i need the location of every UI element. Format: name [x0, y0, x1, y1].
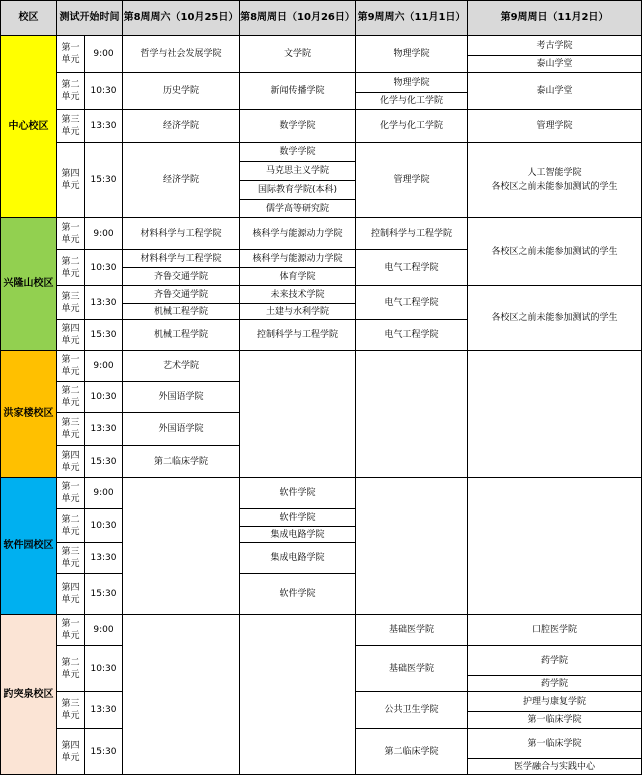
unit-label: 第二 单元 [57, 250, 85, 286]
header-campus: 校区 [1, 1, 57, 36]
unit-label: 第三 单元 [57, 543, 85, 574]
time-label: 9:00 [85, 218, 123, 250]
slot-cell: 软件学院 [240, 509, 356, 527]
time-label: 15:30 [85, 446, 123, 478]
slot-cell: 电气工程学院 [356, 286, 468, 320]
empty-cell [240, 351, 356, 478]
slot-cell: 药学院 [468, 676, 642, 692]
slot-cell: 各校区之前未能参加测试的学生 [468, 218, 642, 286]
slot-cell: 材料科学与工程学院 [123, 250, 240, 268]
slot-cell: 历史学院 [123, 73, 240, 110]
slot-cell: 外国语学院 [123, 382, 240, 413]
time-label: 15:30 [85, 574, 123, 615]
unit-label: 第三 单元 [57, 110, 85, 143]
unit-label: 第二 单元 [57, 509, 85, 543]
slot-cell: 哲学与社会发展学院 [123, 36, 240, 73]
unit-label: 第四 单元 [57, 446, 85, 478]
slot-cell: 新闻传播学院 [240, 73, 356, 110]
time-label: 9:00 [85, 615, 123, 646]
unit-label: 第二 单元 [57, 382, 85, 413]
unit-label: 第二 单元 [57, 73, 85, 110]
time-label: 13:30 [85, 692, 123, 729]
slot-cell: 材料科学与工程学院 [123, 218, 240, 250]
slot-cell: 公共卫生学院 [356, 692, 468, 729]
slot-cell: 第一临床学院 [468, 729, 642, 759]
slot-cell: 物理学院 [356, 73, 468, 93]
time-label: 15:30 [85, 320, 123, 351]
unit-label: 第三 单元 [57, 286, 85, 320]
time-label: 15:30 [85, 143, 123, 218]
empty-cell [468, 478, 642, 615]
slot-cell: 考古学院 [468, 36, 642, 56]
unit-label: 第一 单元 [57, 351, 85, 382]
time-label: 13:30 [85, 286, 123, 320]
slot-cell: 控制科学与工程学院 [356, 218, 468, 250]
time-label: 13:30 [85, 110, 123, 143]
slot-cell: 各校区之前未能参加测试的学生 [468, 286, 642, 351]
slot-cell: 儒学高等研究院 [240, 200, 356, 218]
time-label: 10:30 [85, 509, 123, 543]
slot-cell: 艺术学院 [123, 351, 240, 382]
time-label: 10:30 [85, 73, 123, 110]
slot-cell: 齐鲁交通学院 [123, 268, 240, 286]
slot-cell: 体育学院 [240, 268, 356, 286]
slot-cell: 控制科学与工程学院 [240, 320, 356, 351]
slot-cell: 国际教育学院(本科) [240, 181, 356, 200]
slot-cell: 核科学与能源动力学院 [240, 218, 356, 250]
slot-cell: 经济学院 [123, 143, 240, 218]
time-label: 9:00 [85, 478, 123, 509]
slot-cell: 电气工程学院 [356, 250, 468, 286]
slot-cell: 医学融合与实践中心 [468, 759, 642, 775]
campus-xinglongshan: 兴隆山校区 [1, 218, 57, 351]
campus-ruanjianyuan: 软件园校区 [1, 478, 57, 615]
slot-cell: 第二临床学院 [123, 446, 240, 478]
slot-cell: 外国语学院 [123, 413, 240, 446]
unit-label: 第二 单元 [57, 646, 85, 692]
slot-cell: 人工智能学院 各校区之前未能参加测试的学生 [468, 143, 642, 218]
slot-cell: 第二临床学院 [356, 729, 468, 775]
unit-label: 第一 单元 [57, 615, 85, 646]
time-label: 10:30 [85, 250, 123, 286]
slot-cell: 未来技术学院 [240, 286, 356, 304]
unit-label: 第四 单元 [57, 320, 85, 351]
empty-cell [240, 615, 356, 775]
campus-zhongxin: 中心校区 [1, 36, 57, 218]
slot-cell: 机械工程学院 [123, 304, 240, 320]
time-label: 15:30 [85, 729, 123, 775]
slot-cell: 机械工程学院 [123, 320, 240, 351]
empty-cell [123, 478, 240, 615]
campus-baotuquan: 趵突泉校区 [1, 615, 57, 775]
time-label: 9:00 [85, 351, 123, 382]
slot-cell: 化学与化工学院 [356, 110, 468, 143]
unit-label: 第三 单元 [57, 692, 85, 729]
slot-cell: 泰山学堂 [468, 56, 642, 73]
time-label: 13:30 [85, 543, 123, 574]
unit-label: 第一 单元 [57, 218, 85, 250]
slot-cell: 电气工程学院 [356, 320, 468, 351]
unit-label: 第四 单元 [57, 729, 85, 775]
slot-cell: 数学学院 [240, 143, 356, 162]
slot-cell: 软件学院 [240, 574, 356, 615]
slot-cell: 文学院 [240, 36, 356, 73]
slot-cell: 集成电路学院 [240, 527, 356, 543]
campus-hongjialou: 洪家楼校区 [1, 351, 57, 478]
slot-cell: 药学院 [468, 646, 642, 676]
unit-label: 第一 单元 [57, 478, 85, 509]
slot-cell: 护理与康复学院 [468, 692, 642, 712]
time-label: 13:30 [85, 413, 123, 446]
unit-label: 第四 单元 [57, 143, 85, 218]
time-label: 9:00 [85, 36, 123, 73]
header-time: 测试开始时间 [57, 1, 123, 36]
slot-cell: 软件学院 [240, 478, 356, 509]
slot-cell: 泰山学堂 [468, 73, 642, 110]
slot-cell: 管理学院 [356, 143, 468, 218]
slot-cell: 数学学院 [240, 110, 356, 143]
empty-cell [356, 351, 468, 478]
slot-cell: 物理学院 [356, 36, 468, 73]
slot-cell: 集成电路学院 [240, 543, 356, 574]
empty-cell [123, 615, 240, 775]
unit-label: 第三 单元 [57, 413, 85, 446]
unit-label: 第四 单元 [57, 574, 85, 615]
time-label: 10:30 [85, 382, 123, 413]
slot-cell: 齐鲁交通学院 [123, 286, 240, 304]
header-w8-sun: 第8周周日（10月26日） [240, 1, 356, 36]
header-w9-sat: 第9周周六（11月1日） [356, 1, 468, 36]
slot-cell: 基础医学院 [356, 615, 468, 646]
slot-cell: 经济学院 [123, 110, 240, 143]
empty-cell [468, 351, 642, 478]
empty-cell [356, 478, 468, 615]
slot-cell: 土建与水利学院 [240, 304, 356, 320]
slot-cell: 基础医学院 [356, 646, 468, 692]
slot-cell: 核科学与能源动力学院 [240, 250, 356, 268]
header-w8-sat: 第8周周六（10月25日） [123, 1, 240, 36]
slot-cell: 化学与化工学院 [356, 93, 468, 110]
slot-cell: 马克思主义学院 [240, 162, 356, 181]
slot-cell: 口腔医学院 [468, 615, 642, 646]
header-w9-sun: 第9周周日（11月2日） [468, 1, 642, 36]
time-label: 10:30 [85, 646, 123, 692]
slot-cell: 第一临床学院 [468, 712, 642, 729]
unit-label: 第一 单元 [57, 36, 85, 73]
slot-cell: 管理学院 [468, 110, 642, 143]
